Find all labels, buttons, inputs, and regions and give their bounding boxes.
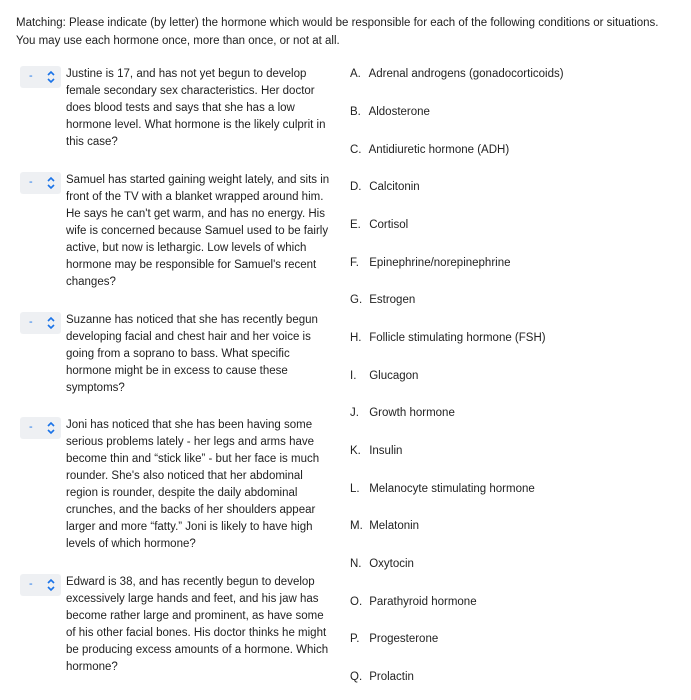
select-value: -: [29, 70, 33, 82]
chevron-up-down-icon: [47, 70, 55, 84]
select-value: -: [29, 316, 33, 328]
option-item: K. Insulin: [350, 445, 403, 457]
answer-select[interactable]: [20, 66, 61, 88]
option-item: C. Antidiuretic hormone (ADH): [350, 144, 510, 156]
select-value: -: [29, 578, 33, 590]
option-item: I. Glucagon: [350, 370, 419, 382]
instructions-text: Matching: Please indicate (by letter) the hormone which would be responsible for each of the following conditions or situations. You may use each hormone once, more than once, or not at all.: [16, 17, 659, 47]
select-value: -: [29, 421, 33, 433]
answer-select[interactable]: [20, 312, 61, 334]
chevron-up-down-icon: [47, 176, 55, 190]
question-text: Joni has noticed that she has been having some serious problems lately - her legs and arms have become thin and “stick like” - but her face is much rounder. She's also noticed that her abdominal region is rounder, despite the daily abdominal crunches, and the backs of her shoulders appear larger and more “fatty.” Joni is likely to have high levels of which hormone?: [66, 419, 320, 550]
question-text: Edward is 38, and has recently begun to develop excessively large hands and feet, and his jaw has become rather large and prominent, as have some of his other facial bones. His doctor thinks he might be producing excess amounts of a hormone. Which hormone?: [66, 576, 329, 673]
option-item: A. Adrenal androgens (gonadocorticoids): [350, 68, 564, 80]
option-item: J. Growth hormone: [350, 407, 455, 419]
answer-select[interactable]: [20, 417, 61, 439]
option-item: G. Estrogen: [350, 294, 416, 306]
question-text: Samuel has started gaining weight lately, and sits in front of the TV with a blanket wrapped around him. He says he can't get warm, and has no energy. His wife is concerned because Samuel used to be fairly active, but now is lethargic. Low levels of which hormone may be responsible for Samuel's recent changes?: [66, 174, 330, 288]
option-item: N. Oxytocin: [350, 558, 414, 570]
question-text: Suzanne has noticed that she has recently begun developing facial and chest hair and her voice is going from a soprano to bass. What specific hormone might be in excess to cause these symptoms?: [66, 314, 318, 394]
chevron-up-down-icon: [47, 578, 55, 592]
option-item: H. Follicle stimulating hormone (FSH): [350, 332, 546, 344]
option-item: Q. Prolactin: [350, 671, 414, 683]
option-item: M. Melatonin: [350, 520, 420, 532]
option-item: O. Parathyroid hormone: [350, 596, 477, 608]
option-item: L. Melanocyte stimulating hormone: [350, 483, 535, 495]
option-item: D. Calcitonin: [350, 181, 420, 193]
select-value: -: [29, 176, 33, 188]
chevron-up-down-icon: [47, 421, 55, 435]
chevron-up-down-icon: [47, 316, 55, 330]
question-text: Justine is 17, and has not yet begun to develop female secondary sex characteristics. Her doctor does blood tests and says that she has a low hormone level. What hormone is the likely culprit in this case?: [66, 68, 326, 148]
answer-select[interactable]: [20, 574, 61, 596]
option-item: E. Cortisol: [350, 219, 409, 231]
option-item: B. Aldosterone: [350, 106, 430, 118]
option-item: F. Epinephrine/norepinephrine: [350, 257, 511, 269]
answer-select[interactable]: [20, 172, 61, 194]
option-item: P. Progesterone: [350, 633, 439, 645]
